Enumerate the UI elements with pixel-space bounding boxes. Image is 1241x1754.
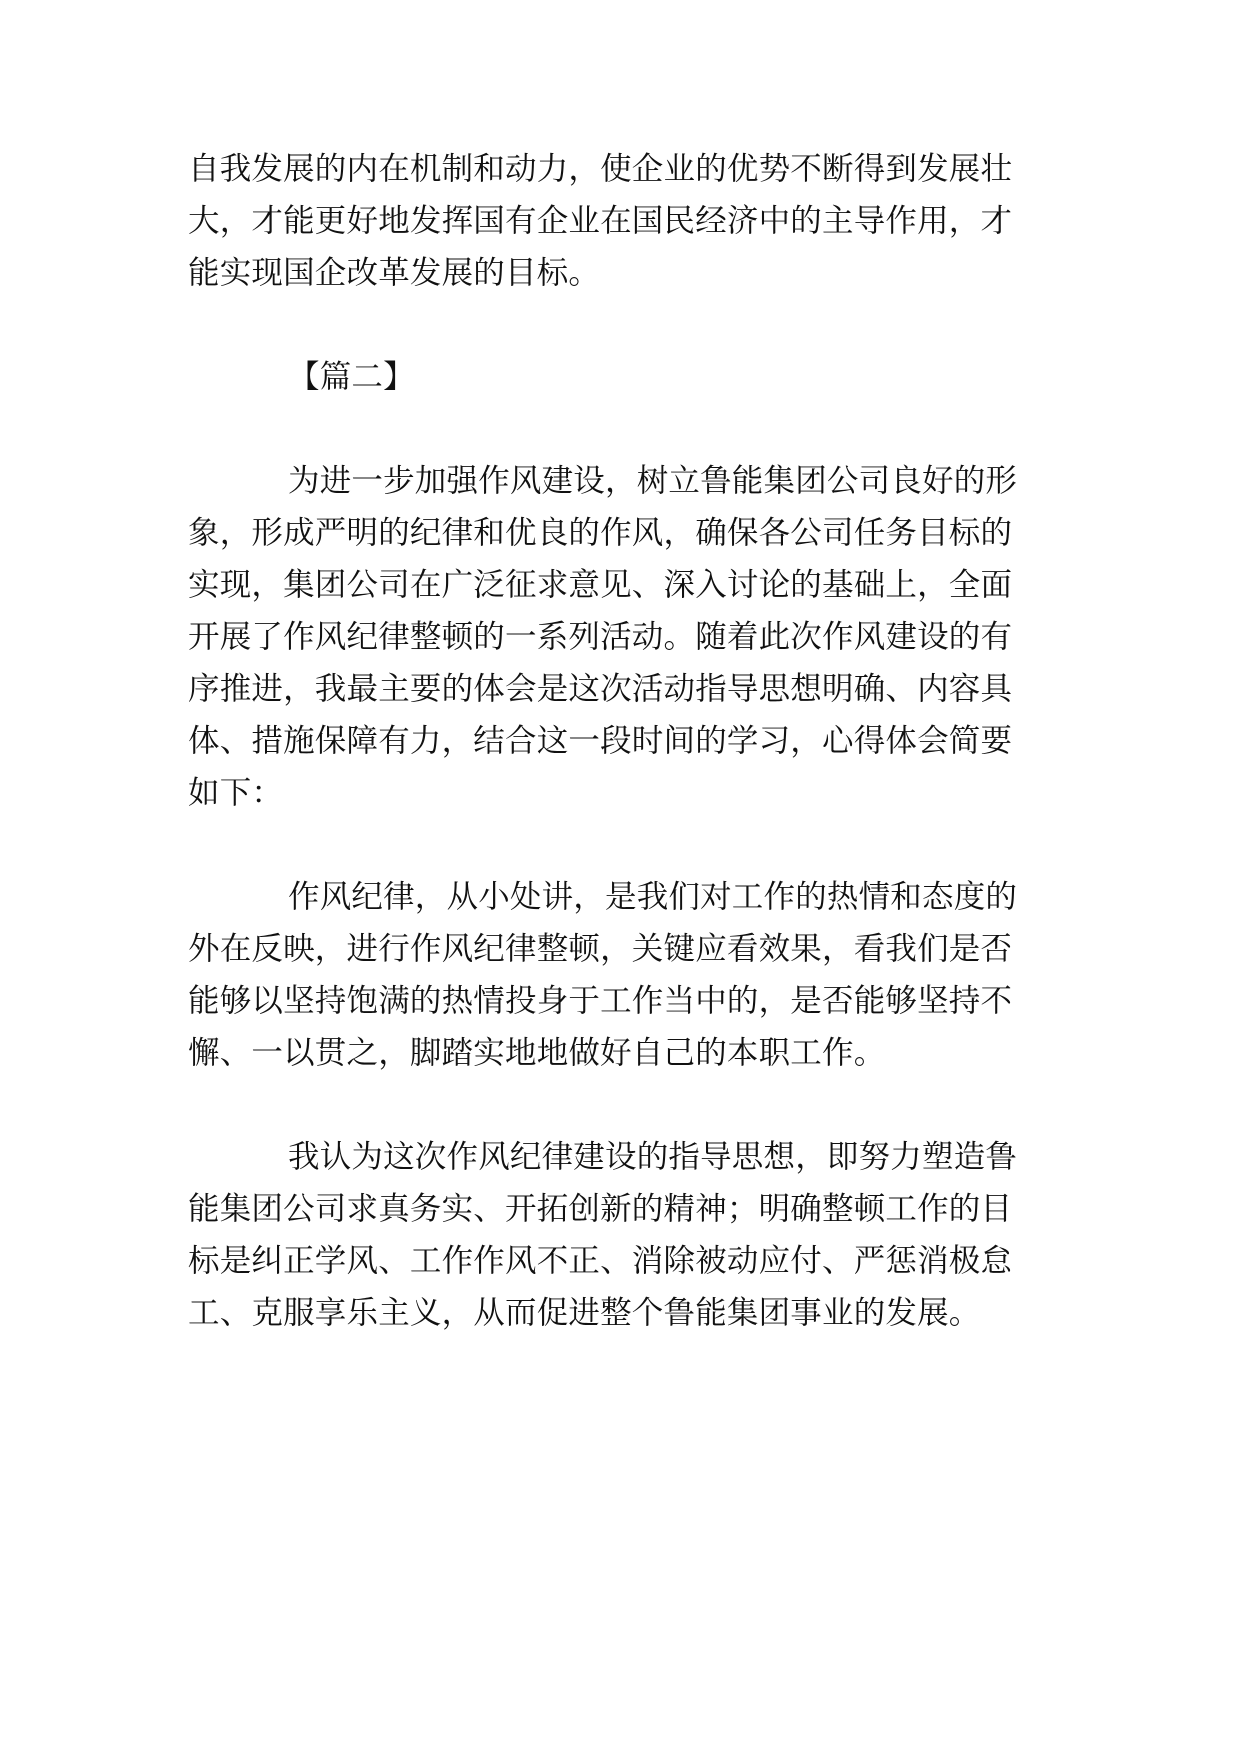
paragraph-1-line-5: 序推进，我最主要的体会是这次活动指导思想明确、内容具	[188, 671, 1013, 707]
intro-line-3: 能实现国企改革发展的目标。	[188, 255, 601, 291]
paragraph-1-line-7: 如下：	[188, 775, 284, 811]
paragraph-1-line-1: 为进一步加强作风建设，树立鲁能集团公司良好的形	[288, 463, 1018, 499]
paragraph-2-line-2: 外在反映，进行作风纪律整顿，关键应看效果，看我们是否	[188, 931, 1013, 967]
intro-line-1: 自我发展的内在机制和动力，使企业的优势不断得到发展壮	[188, 151, 1013, 187]
section-heading: 【篇二】	[288, 359, 415, 395]
paragraph-1-line-2: 象，形成严明的纪律和优良的作风，确保各公司任务目标的	[188, 515, 1013, 551]
paragraph-1-line-6: 体、措施保障有力，结合这一段时间的学习，心得体会简要	[188, 723, 1013, 759]
paragraph-2-line-1: 作风纪律，从小处讲，是我们对工作的热情和态度的	[288, 879, 1018, 915]
paragraph-1-line-3: 实现，集团公司在广泛征求意见、深入讨论的基础上，全面	[188, 567, 1013, 603]
paragraph-3-line-4: 工、克服享乐主义，从而促进整个鲁能集团事业的发展。	[188, 1295, 981, 1331]
paragraph-3-line-3: 标是纠正学风、工作作风不正、消除被动应付、严惩消极怠	[188, 1243, 1013, 1279]
paragraph-2-line-3: 能够以坚持饱满的热情投身于工作当中的，是否能够坚持不	[188, 983, 1013, 1019]
paragraph-1-line-4: 开展了作风纪律整顿的一系列活动。随着此次作风建设的有	[188, 619, 1013, 655]
paragraph-3-line-1: 我认为这次作风纪律建设的指导思想，即努力塑造鲁	[288, 1139, 1018, 1175]
intro-line-2: 大，才能更好地发挥国有企业在国民经济中的主导作用，才	[188, 203, 1013, 239]
paragraph-2-line-4: 懈、一以贯之，脚踏实地地做好自己的本职工作。	[188, 1035, 886, 1071]
paragraph-3-line-2: 能集团公司求真务实、开拓创新的精神；明确整顿工作的目	[188, 1191, 1013, 1227]
